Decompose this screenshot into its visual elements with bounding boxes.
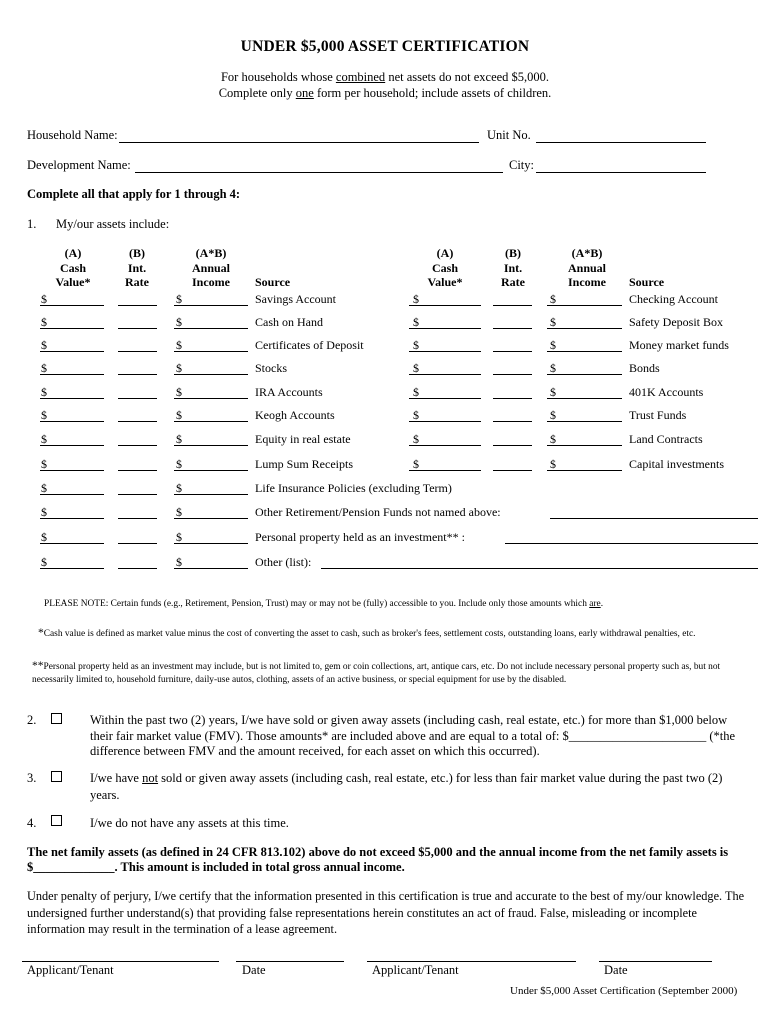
int-rate-field[interactable] [118, 305, 157, 306]
dollar-sign: $ [176, 432, 182, 446]
annual-income-field[interactable] [547, 328, 622, 329]
int-rate-field[interactable] [118, 328, 157, 329]
annual-income-field[interactable] [174, 543, 248, 544]
dollar-sign: $ [176, 315, 182, 329]
int-rate-field[interactable] [118, 470, 157, 471]
net-assets-amount-field[interactable]: _____________ [33, 860, 115, 874]
applicant1-label: Applicant/Tenant [27, 963, 114, 977]
item2-text-2: their fair market value (FMV). Those amounts* are included above and are equal to a total of: $______________________ (*the [90, 729, 736, 743]
item2-checkbox[interactable] [51, 713, 62, 724]
annual-income-field[interactable] [174, 470, 248, 471]
dollar-sign: $ [550, 457, 556, 471]
annual-income-field[interactable] [174, 351, 248, 352]
source-label: Keogh Accounts [255, 408, 335, 422]
dollar-sign: $ [550, 385, 556, 399]
annual-income-field[interactable] [174, 328, 248, 329]
personal-property-field[interactable] [505, 543, 758, 544]
item2-number: 2. [27, 713, 37, 727]
int-rate-field[interactable] [493, 374, 532, 375]
item4-number: 4. [27, 816, 37, 830]
int-rate-field[interactable] [493, 328, 532, 329]
source-label: Personal property held as an investment** : [255, 530, 465, 544]
dollar-sign: $ [413, 315, 419, 329]
annual-income-field[interactable] [174, 421, 248, 422]
annual-income-field[interactable] [174, 374, 248, 375]
personal-property-note: **Personal property held as an investment may include, but is not limited to, gem or coin collections, art, antique cars, etc. Do not include necessary personal property such as, but not necessarily limited to, household furniture, daily-use autos, clothing, assets of an active business, or special equipment for use by the disabled. [32, 660, 721, 685]
applicant1-signature-line[interactable] [22, 961, 219, 962]
item3-text-1: I/we have not sold or given away assets (including cash, real estate, etc.) for less than fair market value during the past two (2) [90, 771, 723, 785]
cash-value-field[interactable] [40, 568, 104, 569]
date2-line[interactable] [599, 961, 712, 962]
dollar-sign: $ [176, 385, 182, 399]
col-b-header-left: (B) Int. Rate [125, 246, 149, 289]
cash-value-field[interactable] [40, 518, 104, 519]
unit-no-label: Unit No. [487, 128, 531, 142]
dollar-sign: $ [41, 315, 47, 329]
cash-value-field[interactable] [409, 351, 481, 352]
int-rate-field[interactable] [493, 305, 532, 306]
source-label: Stocks [255, 361, 288, 375]
dollar-sign: $ [41, 530, 47, 544]
item3-checkbox[interactable] [51, 771, 62, 782]
source-label: IRA Accounts [255, 385, 323, 399]
source-label: Equity in real estate [255, 432, 351, 446]
dollar-sign: $ [413, 432, 419, 446]
instruction: Complete all that apply for 1 through 4: [27, 187, 241, 201]
annual-income-field[interactable] [174, 305, 248, 306]
int-rate-field[interactable] [118, 543, 157, 544]
item4-text: I/we do not have any assets at this time. [90, 816, 289, 830]
annual-income-field[interactable] [547, 374, 622, 375]
annual-income-field[interactable] [547, 445, 622, 446]
cash-value-field[interactable] [409, 445, 481, 446]
annual-income-field[interactable] [547, 421, 622, 422]
dollar-sign: $ [41, 292, 47, 306]
cash-value-field[interactable] [409, 398, 481, 399]
dollar-sign: $ [413, 385, 419, 399]
dollar-sign: $ [550, 338, 556, 352]
annual-income-field[interactable] [547, 470, 622, 471]
dollar-sign: $ [41, 385, 47, 399]
col-a-header-right: (A) Cash Value* [427, 246, 463, 289]
dollar-sign: $ [41, 555, 47, 569]
source-label: Money market funds [629, 338, 729, 352]
cash-value-field[interactable] [40, 398, 104, 399]
dollar-sign: $ [413, 361, 419, 375]
dollar-sign: $ [413, 292, 419, 306]
date1-label: Date [242, 963, 266, 977]
net-assets-line-2: $_____________. This amount is included in total gross annual income. [27, 860, 405, 874]
int-rate-field[interactable] [118, 568, 157, 569]
dollar-sign: $ [550, 408, 556, 422]
source-label: Checking Account [629, 292, 718, 306]
net-assets-line-1: The net family assets (as defined in 24 CFR 813.102) above do not exceed $5,000 and the annual income from the net family assets is [27, 845, 729, 859]
annual-income-field[interactable] [174, 445, 248, 446]
annual-income-field[interactable] [174, 494, 248, 495]
annual-income-field[interactable] [174, 518, 248, 519]
dollar-sign: $ [176, 338, 182, 352]
applicant2-label: Applicant/Tenant [372, 963, 459, 977]
item2-text-1: Within the past two (2) years, I/we have sold or given away assets (including cash, real estate, etc.) for more than $1,000 below [90, 713, 728, 727]
cash-value-field[interactable] [40, 305, 104, 306]
source-label: Lump Sum Receipts [255, 457, 353, 471]
int-rate-field[interactable] [118, 351, 157, 352]
col-b-header-right: (B) Int. Rate [501, 246, 525, 289]
annual-income-field[interactable] [174, 398, 248, 399]
source-label: Certificates of Deposit [255, 338, 364, 352]
source-label: Safety Deposit Box [629, 315, 723, 329]
int-rate-field[interactable] [493, 351, 532, 352]
date1-line[interactable] [236, 961, 344, 962]
other-retirement-field[interactable] [550, 518, 758, 519]
source-header-right: Source [629, 275, 665, 289]
item3-text-2: years. [90, 788, 120, 802]
dollar-sign: $ [41, 457, 47, 471]
applicant2-signature-line[interactable] [367, 961, 576, 962]
cash-value-field[interactable] [409, 470, 481, 471]
development-name-label: Development Name: [27, 158, 131, 172]
int-rate-field[interactable] [493, 421, 532, 422]
dollar-sign: $ [550, 432, 556, 446]
dollar-sign: $ [413, 457, 419, 471]
dollar-sign: $ [41, 481, 47, 495]
cash-value-note: *Cash value is defined as market value minus the cost of converting the asset to cash, such as broker's fees, settlement costs, outstanding loans, early withdrawal penalties, etc. [38, 627, 696, 639]
cash-value-field[interactable] [409, 374, 481, 375]
penalty-statement: Under penalty of perjury, I/we certify that the information presented in this certification is true and accurate to the best of my/our knowledge. The undersigned further understand(s) that providing false representations herein constitutes an act of fraud. False, misleading or incomplete information may result in the termination of a lease agreement. [27, 889, 745, 936]
date2-label: Date [604, 963, 628, 977]
dollar-sign: $ [176, 481, 182, 495]
cash-value-field[interactable] [40, 494, 104, 495]
household-name-label: Household Name: [27, 128, 118, 142]
footer: Under $5,000 Asset Certification (September 2000) [510, 985, 738, 997]
source-label: Life Insurance Policies (excluding Term) [255, 481, 452, 495]
dollar-sign: $ [41, 338, 47, 352]
dollar-sign: $ [550, 315, 556, 329]
cash-value-field[interactable] [409, 421, 481, 422]
source-label: 401K Accounts [629, 385, 704, 399]
source-label: Bonds [629, 361, 660, 375]
source-label: Cash on Hand [255, 315, 323, 329]
dollar-sign: $ [176, 408, 182, 422]
cash-value-field[interactable] [409, 305, 481, 306]
cash-value-field[interactable] [40, 374, 104, 375]
source-label: Other (list): [255, 555, 312, 569]
source-header-left: Source [255, 275, 291, 289]
development-name-field[interactable] [135, 172, 503, 173]
annual-income-field[interactable] [174, 568, 248, 569]
item2-text-3: difference between FMV and the amount received, for each asset on which this occurred). [90, 744, 540, 758]
city-field[interactable] [536, 172, 706, 173]
household-name-field[interactable] [119, 142, 479, 143]
col-a-header-left: (A) Cash Value* [55, 246, 91, 289]
source-label: Trust Funds [629, 408, 687, 422]
int-rate-field[interactable] [118, 494, 157, 495]
item4-checkbox[interactable] [51, 815, 62, 826]
annual-income-field[interactable] [547, 398, 622, 399]
int-rate-field[interactable] [493, 470, 532, 471]
col-ab-header-left: (A*B) Annual Income [191, 246, 231, 289]
dollar-sign: $ [176, 361, 182, 375]
dollar-sign: $ [550, 361, 556, 375]
intro-line-1: For households whose combined net assets do not exceed $5,000. [220, 70, 550, 84]
int-rate-field[interactable] [118, 518, 157, 519]
dollar-sign: $ [413, 408, 419, 422]
source-label: Capital investments [629, 457, 724, 471]
int-rate-field[interactable] [118, 445, 157, 446]
item3-number: 3. [27, 771, 37, 785]
dollar-sign: $ [176, 505, 182, 519]
cash-value-field[interactable] [40, 470, 104, 471]
dollar-sign: $ [413, 338, 419, 352]
please-note: PLEASE NOTE: Certain funds (e.g., Retirement, Pension, Trust) may or may not be (fully) accessible to you. Include only those amounts which are. [44, 599, 604, 609]
intro-line-2: Complete only one form per household; include assets of children. [218, 86, 552, 100]
city-label: City: [509, 158, 535, 172]
cash-value-field[interactable] [409, 328, 481, 329]
cash-value-field[interactable] [40, 351, 104, 352]
int-rate-field[interactable] [118, 374, 157, 375]
page-title: UNDER $5,000 ASSET CERTIFICATION [240, 38, 530, 55]
cash-value-field[interactable] [40, 421, 104, 422]
item1-number: 1. [27, 217, 37, 231]
cash-value-field[interactable] [40, 445, 104, 446]
int-rate-field[interactable] [493, 445, 532, 446]
annual-income-field[interactable] [547, 305, 622, 306]
dollar-sign: $ [41, 408, 47, 422]
int-rate-field[interactable] [118, 398, 157, 399]
dollar-sign: $ [176, 555, 182, 569]
dollar-sign: $ [176, 292, 182, 306]
dollar-sign: $ [41, 361, 47, 375]
dollar-sign: $ [550, 292, 556, 306]
dollar-sign: $ [176, 530, 182, 544]
col-ab-header-right: (A*B) Annual Income [567, 246, 607, 289]
cash-value-field[interactable] [40, 543, 104, 544]
dollar-sign: $ [176, 457, 182, 471]
source-label: Other Retirement/Pension Funds not named above: [255, 505, 501, 519]
source-label: Savings Account [255, 292, 336, 306]
cash-value-field[interactable] [40, 328, 104, 329]
int-rate-field[interactable] [493, 398, 532, 399]
other-list-field[interactable] [321, 568, 758, 569]
dollar-sign: $ [41, 432, 47, 446]
int-rate-field[interactable] [118, 421, 157, 422]
item1-text: My/our assets include: [56, 217, 170, 231]
dollar-sign: $ [41, 505, 47, 519]
annual-income-field[interactable] [547, 351, 622, 352]
unit-no-field[interactable] [536, 142, 706, 143]
source-label: Land Contracts [629, 432, 703, 446]
